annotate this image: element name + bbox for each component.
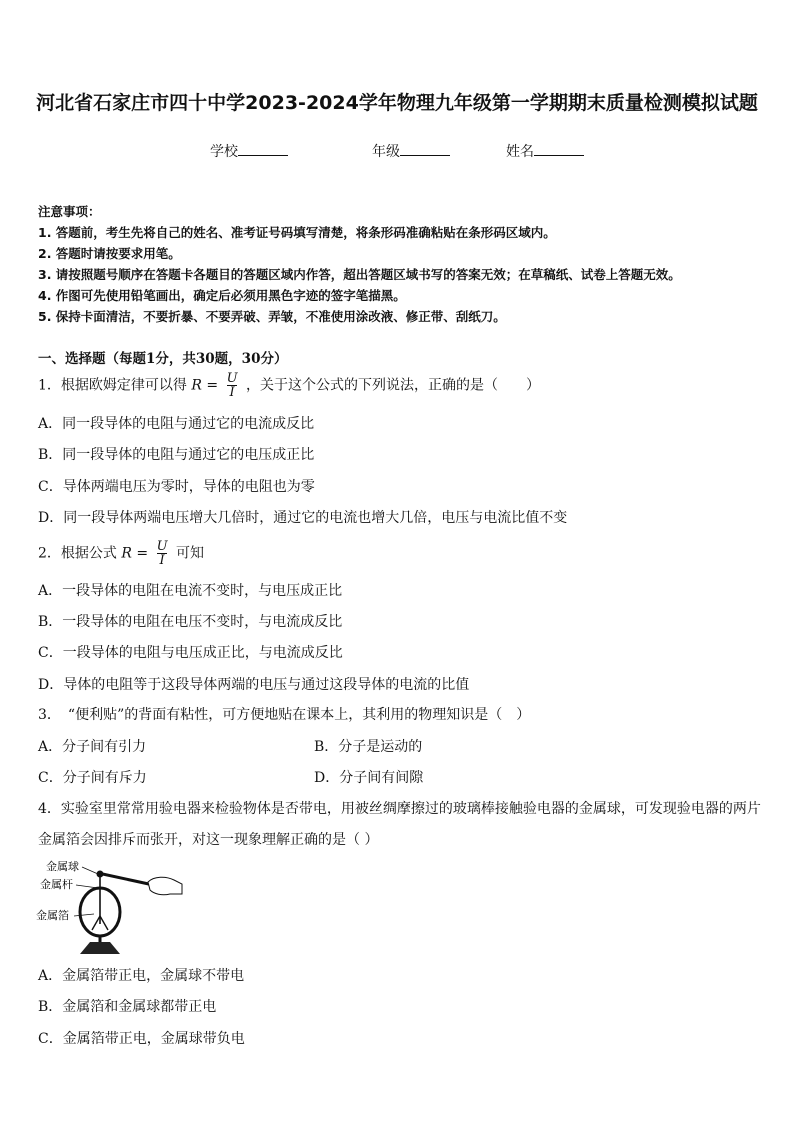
note-item: 1. 答题前，考生先将自己的姓名、准考证号码填写清楚，将条形码准确粘贴在条形码区域内。 <box>38 225 556 240</box>
formula-denominator: I <box>229 385 235 400</box>
formula-denominator: I <box>159 553 165 568</box>
formula-lhs: R <box>191 377 202 394</box>
q3-option-d[interactable]: D．分子间有间隙 <box>314 770 424 786</box>
grade-label: 年级 <box>372 144 400 160</box>
metal-foil-left <box>92 916 100 930</box>
formula-numerator: U <box>156 539 168 554</box>
school-blank[interactable] <box>238 140 288 156</box>
hand-icon <box>148 877 182 895</box>
note-item: 4. 作图可先使用铅笔画出，确定后必须用黑色字迹的签字笔描黑。 <box>38 288 406 303</box>
q4-option-a[interactable]: A．金属箔带正电，金属球不带电 <box>38 968 245 984</box>
q2-option-b[interactable]: B．一段导体的电阻在电压不变时，与电流成反比 <box>38 614 343 630</box>
formula-lhs: R <box>121 545 132 562</box>
question-3-stem: 3． “便利贴”的背面有粘性，可方便地贴在课本上，其利用的物理知识是（ ） <box>38 707 531 723</box>
question-2-stem <box>38 540 204 567</box>
school-field[interactable] <box>210 140 288 161</box>
metal-ball <box>97 871 104 878</box>
q2-option-d[interactable]: D．导体的电阻等于这段导体两端的电压与通过这段导体的电流的比值 <box>38 677 470 693</box>
label-metal-ball: 金属球 <box>46 860 79 873</box>
q3-option-b[interactable]: B．分子是运动的 <box>314 739 423 755</box>
q3-option-c[interactable]: C．分子间有斥力 <box>38 770 147 786</box>
electroscope-diagram <box>36 858 186 958</box>
label-metal-rod: 金属杆 <box>40 878 73 891</box>
name-field[interactable] <box>506 140 584 161</box>
notes-heading: 注意事项： <box>38 204 101 219</box>
q1-option-a[interactable]: A．同一段导体的电阻与通过它的电流成反比 <box>38 416 315 432</box>
q2-option-a[interactable]: A．一段导体的电阻在电流不变时，与电压成正比 <box>38 583 343 599</box>
q1-option-c[interactable]: C．导体两端电压为零时，导体的电阻也为零 <box>38 479 315 495</box>
q1-option-d[interactable]: D．同一段导体两端电压增大几倍时，通过它的电流也增大几倍，电压与电流比值不变 <box>38 510 568 526</box>
note-item: 2. 答题时请按要求用笔。 <box>38 246 181 261</box>
note-item: 5. 保持卡面清洁，不要折暴、不要弄破、弄皱，不准使用涂改液、修正带、刮纸刀。 <box>38 309 506 324</box>
q4-option-b[interactable]: B．金属箔和金属球都带正电 <box>38 999 217 1015</box>
note-item: 3. 请按照题号顺序在答题卡各题目的答题区域内作答，超出答题区域书写的答案无效；在草稿纸、试卷上答题无效。 <box>38 267 681 282</box>
q1-pre: 1．根据欧姆定律可以得 <box>38 377 187 394</box>
q3-option-a[interactable]: A．分子间有引力 <box>38 739 147 755</box>
label-metal-foil: 金属箔 <box>36 909 69 922</box>
question-1-stem <box>38 372 540 399</box>
q2-post: 可知 <box>175 545 204 562</box>
page-title: 河北省石家庄市四十中学2023-2024学年物理九年级第一学期期末质量检测模拟试题 <box>36 92 758 114</box>
section-heading: 一、选择题（每题1分，共30题，30分） <box>38 351 288 367</box>
formula-fraction <box>225 372 240 399</box>
formula-eq: = <box>206 377 219 394</box>
formula-fraction <box>155 540 170 567</box>
name-label: 姓名 <box>506 144 534 160</box>
name-blank[interactable] <box>534 140 584 156</box>
electroscope-stand <box>80 942 120 954</box>
grade-blank[interactable] <box>400 140 450 156</box>
question-4-stem-line1: 4．实验室里常常用验电器来检验物体是否带电，用被丝绸摩擦过的玻璃棒接触验电器的金属球，可发现验电器的两片 <box>38 801 761 817</box>
grade-field[interactable] <box>372 140 450 161</box>
formula-eq: = <box>136 545 149 562</box>
question-4-stem-line2: 金属箔会因排斥而张开，对这一现象理解正确的是（ ） <box>38 832 379 848</box>
q4-option-c[interactable]: C．金属箔带正电，金属球带负电 <box>38 1031 245 1047</box>
q2-pre: 2．根据公式 <box>38 545 117 562</box>
formula-numerator: U <box>226 371 238 386</box>
q2-option-c[interactable]: C．一段导体的电阻与电压成正比，与电流成反比 <box>38 645 343 661</box>
electroscope-figure <box>36 858 186 958</box>
q1-option-b[interactable]: B．同一段导体的电阻与通过它的电压成正比 <box>38 447 315 463</box>
metal-foil-right <box>100 916 108 930</box>
school-label: 学校 <box>210 144 238 160</box>
q1-post: ，关于这个公式的下列说法，正确的是（ ） <box>245 377 540 394</box>
